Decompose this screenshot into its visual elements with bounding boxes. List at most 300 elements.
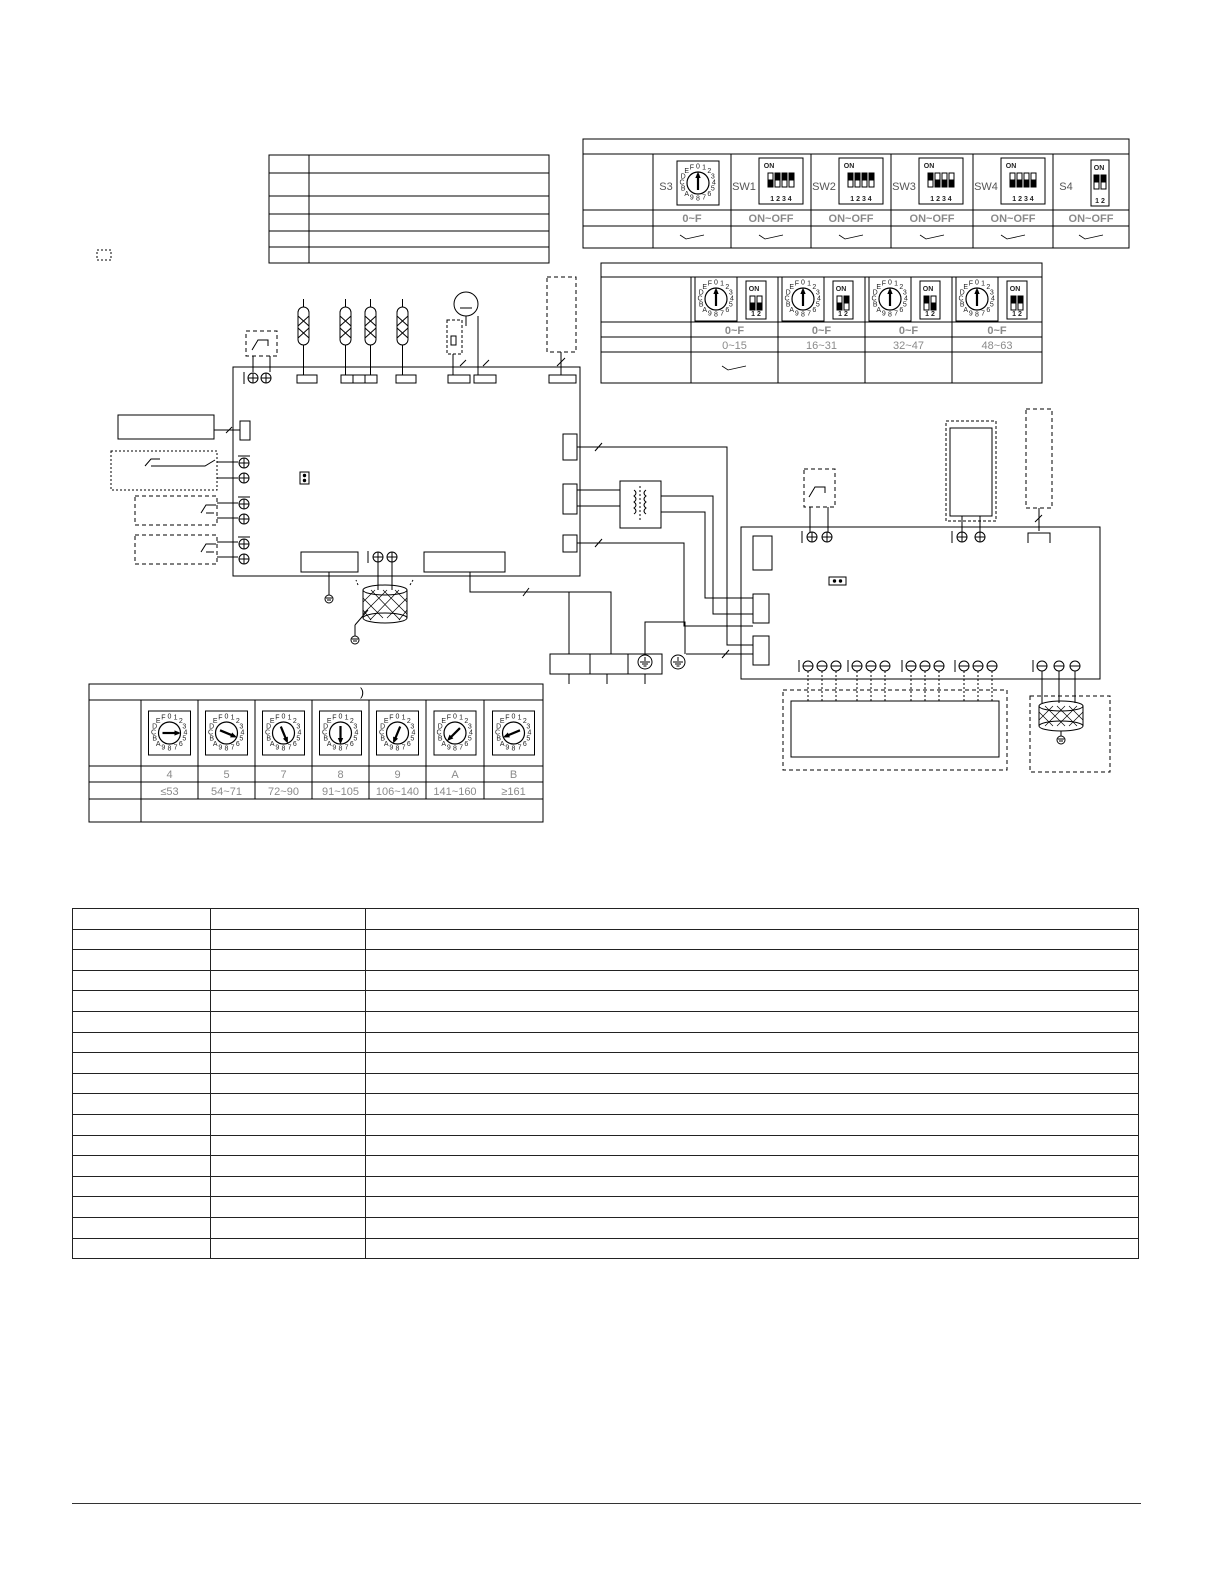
dial-char: 5 xyxy=(728,301,733,309)
switch-id-sw3: SW3 xyxy=(892,181,916,193)
dial-char: E xyxy=(155,718,161,726)
capacity-table-paren: ) xyxy=(360,685,364,699)
address-hex-range-1: 0~F xyxy=(724,325,745,337)
dial-char: A xyxy=(684,190,690,198)
dip-numbers: 1 2 3 4 xyxy=(850,196,872,203)
table-cell xyxy=(366,950,1139,971)
dial-char: 0 xyxy=(696,163,700,171)
dial-char: 9 xyxy=(707,310,712,318)
dashed-switch-top-left xyxy=(246,331,277,356)
dip-switch-sw2 xyxy=(839,158,883,204)
table-cell xyxy=(211,1032,366,1053)
left-module-box xyxy=(118,415,214,439)
dial-char: 9 xyxy=(794,310,799,318)
dial-char: D xyxy=(872,289,878,297)
dial-char: 6 xyxy=(986,306,991,314)
terminal-group-bottom xyxy=(368,551,397,563)
dial-char: 1 xyxy=(720,280,725,288)
dial-char: 2 xyxy=(522,718,527,726)
dial-char: 2 xyxy=(725,284,730,292)
dial-char: D xyxy=(437,723,443,731)
dial-char: B xyxy=(266,735,272,743)
dial-char: 7 xyxy=(344,744,349,752)
dial-char: 4 xyxy=(297,729,302,737)
table-row xyxy=(73,1032,1139,1053)
dial-char: 8 xyxy=(338,745,343,753)
pcb-connector-r3 xyxy=(563,535,577,552)
dial-char: F xyxy=(794,280,800,288)
table-cell xyxy=(211,1197,366,1218)
dashed-module-secondary xyxy=(1026,409,1052,508)
dial-char: 0 xyxy=(888,279,892,287)
dial-char: 6 xyxy=(899,306,904,314)
capacity-dial-a xyxy=(434,711,476,755)
switch-id-sw4: SW4 xyxy=(974,181,998,193)
capacity-code-5: 5 xyxy=(223,769,230,781)
table-cell xyxy=(73,1053,211,1074)
terminal-group-secondary-display xyxy=(952,531,985,543)
terminal-group-left xyxy=(238,456,250,564)
dial-char: 6 xyxy=(235,740,240,748)
dial-char: C xyxy=(321,729,328,737)
dashed-switch-secondary xyxy=(804,469,835,507)
dial-char: 2 xyxy=(178,718,183,726)
wired-controller-box xyxy=(791,701,999,757)
table-cell xyxy=(366,970,1139,991)
jumper-left xyxy=(300,472,309,484)
dial-char: 0 xyxy=(453,713,457,721)
dial-char: 5 xyxy=(239,735,244,743)
switch-settings-table xyxy=(583,139,1129,248)
capacity-code-a: A xyxy=(451,769,459,781)
dial-char: 0 xyxy=(395,713,400,721)
dial-char: 4 xyxy=(354,729,359,737)
dial-char: C xyxy=(697,295,703,303)
table-cell xyxy=(211,1135,366,1156)
dial-char: 2 xyxy=(292,718,297,726)
dial-char: F xyxy=(505,714,510,722)
dashed-switch-left-1 xyxy=(135,496,217,525)
dial-char: D xyxy=(323,723,329,731)
table-row xyxy=(73,1011,1139,1032)
dial-char: 5 xyxy=(989,301,994,309)
dial-char: 5 xyxy=(410,735,415,743)
dial-char: D xyxy=(785,289,791,297)
dial-char: D xyxy=(380,723,386,731)
dial-char: 0 xyxy=(224,713,229,721)
table-cell xyxy=(366,929,1139,950)
dip-on-label: ON xyxy=(1009,286,1021,293)
dial-char: B xyxy=(872,301,878,309)
dial-char: C xyxy=(679,179,685,187)
table-cell xyxy=(211,929,366,950)
dial-char: C xyxy=(264,729,271,737)
dial-char: 6 xyxy=(349,740,354,748)
table-cell xyxy=(73,1176,211,1197)
dial-char: E xyxy=(963,284,969,292)
pcb-connector-r2 xyxy=(563,484,577,514)
dial-char: D xyxy=(959,289,965,297)
dial-char: 3 xyxy=(989,289,994,297)
table-row xyxy=(73,1053,1139,1074)
dial-char: B xyxy=(209,735,215,743)
dip-switch-sw3 xyxy=(919,158,963,204)
dial-char: 2 xyxy=(349,718,354,726)
dial-char: 9 xyxy=(275,744,280,752)
dial-char: F xyxy=(968,280,974,288)
table-row xyxy=(73,1135,1139,1156)
capacity-range-7: 72~90 xyxy=(268,786,299,798)
dial-char: F xyxy=(881,280,887,288)
capacity-code-9: 9 xyxy=(394,769,401,781)
switch-range-s3: 0~F xyxy=(682,213,702,225)
dip-numbers: 1 2 xyxy=(751,311,761,318)
secondary-connector-1 xyxy=(753,536,772,570)
dial-char: 4 xyxy=(730,295,734,303)
dial-char: 4 xyxy=(904,295,908,303)
dial-char: 3 xyxy=(410,723,415,731)
dial-char: 0 xyxy=(511,713,516,721)
dial-char: D xyxy=(698,289,704,297)
table-row xyxy=(73,929,1139,950)
switch-id-sw2: SW2 xyxy=(812,181,836,193)
dip-on-label: ON xyxy=(1005,163,1017,170)
dial-char: 6 xyxy=(464,740,469,748)
dial-char: A xyxy=(702,306,708,314)
dial-char: 3 xyxy=(296,723,301,731)
table-cell xyxy=(211,970,366,991)
address-hex-range-4: 0~F xyxy=(987,325,1007,337)
dial-char: E xyxy=(212,718,218,726)
dial-char: F xyxy=(707,280,713,288)
table-cell xyxy=(211,1011,366,1032)
dial-char: 6 xyxy=(522,740,527,748)
table-cell xyxy=(73,1135,211,1156)
capacity-code-4: 4 xyxy=(166,769,173,781)
table-cell xyxy=(73,929,211,950)
table-cell xyxy=(73,1197,211,1218)
capacity-range-8: 91~105 xyxy=(321,786,360,798)
table-cell xyxy=(73,1094,211,1115)
dial-char: 5 xyxy=(182,735,187,743)
address-dial-2 xyxy=(782,277,824,321)
dip-numbers: 1 2 xyxy=(1095,198,1105,205)
dial-char: 5 xyxy=(526,735,531,743)
dial-char: E xyxy=(383,718,389,726)
dial-char: 3 xyxy=(728,289,733,297)
table-cell xyxy=(366,1011,1139,1032)
dotted-float-switch xyxy=(111,451,217,490)
dial-char: 3 xyxy=(710,173,715,181)
connector-secondary-top-right xyxy=(1028,533,1050,543)
dial-char: D xyxy=(209,723,215,731)
dial-char: 8 xyxy=(167,745,172,753)
dial-char: 7 xyxy=(459,744,464,752)
table-cell xyxy=(211,1156,366,1177)
dial-char: 0 xyxy=(801,279,805,287)
table-cell xyxy=(366,909,1139,930)
shielded-cable-right xyxy=(1039,701,1083,744)
table-cell xyxy=(211,909,366,930)
table-cell xyxy=(73,1073,211,1094)
dashed-wired-controller xyxy=(783,690,1007,770)
address-range-1: 0~15 xyxy=(722,340,747,352)
thermistor-sensors xyxy=(297,299,416,383)
dashed-module-top xyxy=(547,277,576,352)
dial-char: B xyxy=(698,301,704,309)
dial-char: 7 xyxy=(720,310,725,318)
dial-char: E xyxy=(789,284,795,292)
dial-char: D xyxy=(496,723,502,731)
capacity-range-5: 54~71 xyxy=(211,786,242,798)
dial-char: 9 xyxy=(332,744,337,752)
dial-char: 8 xyxy=(224,745,229,753)
dial-char: B xyxy=(323,735,329,743)
dial-char: F xyxy=(332,714,337,722)
dial-char: 6 xyxy=(292,740,297,748)
table-cell xyxy=(73,1238,211,1259)
dial-char: 7 xyxy=(807,310,812,318)
terminal-group-secondary-top xyxy=(802,531,832,543)
address-hex-range-2: 0~F xyxy=(811,325,832,337)
capacity-code-b: B xyxy=(509,769,518,781)
dial-char: 7 xyxy=(894,310,899,318)
dial-char: 3 xyxy=(353,723,358,731)
table-cell xyxy=(73,991,211,1012)
table-row xyxy=(73,1073,1139,1094)
terminal-group-secondary-bottom xyxy=(799,660,1080,703)
dial-char: E xyxy=(684,168,690,176)
capacity-dial-4 xyxy=(149,711,191,755)
table-cell xyxy=(366,1094,1139,1115)
jumper-secondary xyxy=(829,577,846,585)
capacity-range-b: ≥161 xyxy=(501,786,526,798)
dial-char: 8 xyxy=(975,311,979,319)
capacity-settings-table xyxy=(89,684,543,822)
switch-range-sw3: ON~OFF xyxy=(909,213,955,225)
dip-on-label: ON xyxy=(835,286,847,293)
capacity-code-8: 8 xyxy=(337,769,344,781)
dial-char: 5 xyxy=(467,735,472,743)
dial-char: 0 xyxy=(338,713,343,721)
dial-char: 0 xyxy=(167,713,172,721)
dial-char: 6 xyxy=(812,306,817,314)
dial-char: C xyxy=(494,729,501,737)
dial-char: 9 xyxy=(689,194,694,202)
table-row xyxy=(73,1114,1139,1135)
dial-char: F xyxy=(389,714,394,722)
dial-char: 2 xyxy=(812,284,817,292)
switch-range-sw1: ON~OFF xyxy=(748,213,794,225)
dial-char: 0 xyxy=(714,279,718,287)
dial-char: 8 xyxy=(801,311,805,319)
dial-char: 5 xyxy=(710,185,715,193)
address-dial-4 xyxy=(956,277,998,321)
dip-on-label: ON xyxy=(748,286,760,293)
dial-char: A xyxy=(383,740,389,748)
dial-char: 2 xyxy=(464,718,469,726)
main-pcb xyxy=(233,367,580,576)
dial-char: 4 xyxy=(712,179,716,187)
dial-char: A xyxy=(499,740,505,748)
table-cell xyxy=(73,1114,211,1135)
dial-char: E xyxy=(702,284,708,292)
dashed-display-module xyxy=(946,421,996,521)
secondary-connector-2 xyxy=(753,594,769,623)
address-range-3: 32~47 xyxy=(893,340,924,352)
dial-char: 1 xyxy=(230,714,235,722)
table-row xyxy=(73,991,1139,1012)
table-cell xyxy=(366,1176,1139,1197)
table-cell xyxy=(211,991,366,1012)
table-cell xyxy=(73,1032,211,1053)
dial-char: A xyxy=(326,740,332,748)
wiring xyxy=(470,443,753,658)
table-cell xyxy=(211,1053,366,1074)
dashed-legend-marker xyxy=(97,250,111,260)
capacity-dial-9 xyxy=(377,711,419,755)
dial-char: B xyxy=(959,301,965,309)
dip-numbers: 1 2 xyxy=(925,311,935,318)
table-cell xyxy=(73,1156,211,1177)
table-row xyxy=(73,1156,1139,1177)
dial-char: 2 xyxy=(235,718,240,726)
address-dip-2 xyxy=(833,281,853,319)
capacity-code-7: 7 xyxy=(280,769,287,781)
dial-char: 8 xyxy=(714,311,718,319)
dial-char: 7 xyxy=(517,744,522,752)
dial-char: 3 xyxy=(902,289,907,297)
terminal-group-top-left xyxy=(244,372,271,384)
dial-char: F xyxy=(161,714,166,722)
dial-char: 3 xyxy=(467,723,472,731)
dial-char: 7 xyxy=(230,744,235,752)
dial-char: 9 xyxy=(446,744,451,752)
dial-char: C xyxy=(958,295,964,303)
table-row xyxy=(73,1176,1139,1197)
dial-char: 1 xyxy=(807,280,812,288)
dial-char: 8 xyxy=(395,745,400,753)
dial-char: E xyxy=(499,718,505,726)
dial-char: E xyxy=(441,718,447,726)
dial-char: 9 xyxy=(881,310,886,318)
dashed-switch-left-2 xyxy=(135,535,217,564)
dial-char: E xyxy=(876,284,882,292)
dial-char: 4 xyxy=(469,729,473,737)
dial-char: 4 xyxy=(183,729,188,737)
dial-char: 4 xyxy=(411,729,416,737)
secondary-connector-3 xyxy=(753,636,769,665)
dial-char: A xyxy=(269,740,275,748)
dial-char: 0 xyxy=(281,713,286,721)
dial-char: D xyxy=(266,723,272,731)
pcb-bottom-connector-right xyxy=(424,552,505,572)
dial-char: C xyxy=(784,295,790,303)
dip-on-label: ON xyxy=(843,163,855,170)
dial-char: B xyxy=(152,735,158,743)
dial-char: 9 xyxy=(389,744,394,752)
table-cell xyxy=(211,1217,366,1238)
dial-char: 3 xyxy=(239,723,244,731)
dial-char: 7 xyxy=(401,744,406,752)
dial-char: B xyxy=(496,735,502,743)
table-row xyxy=(73,1217,1139,1238)
address-hex-range-3: 0~F xyxy=(898,325,919,337)
dial-char: 1 xyxy=(894,280,899,288)
dial-char: 2 xyxy=(899,284,904,292)
address-range-2: 16~31 xyxy=(806,340,837,352)
table-row xyxy=(73,1094,1139,1115)
dial-char: 6 xyxy=(707,190,712,198)
table-cell xyxy=(366,1197,1139,1218)
table-row xyxy=(73,909,1139,930)
pcb-bottom-connector-left xyxy=(301,552,358,572)
switch-range-sw4: ON~OFF xyxy=(990,213,1036,225)
dial-char: A xyxy=(963,306,969,314)
ground-symbol-1 xyxy=(325,595,333,603)
dial-char: 8 xyxy=(453,745,457,753)
dial-char: 3 xyxy=(526,723,531,731)
transformer xyxy=(620,481,661,528)
dial-char: 6 xyxy=(406,740,411,748)
capacity-dial-5 xyxy=(206,711,248,755)
table-cell xyxy=(73,1011,211,1032)
table-cell xyxy=(366,1156,1139,1177)
dial-char: 7 xyxy=(287,744,292,752)
dial-char: 8 xyxy=(281,745,286,753)
switch-range-s4: ON~OFF xyxy=(1068,213,1114,225)
rotary-switch-s3 xyxy=(677,161,719,205)
dial-char: A xyxy=(876,306,882,314)
table-cell xyxy=(211,1238,366,1259)
switch-range-sw2: ON~OFF xyxy=(828,213,874,225)
dial-char: 7 xyxy=(981,310,986,318)
dip-on-label: ON xyxy=(763,163,775,170)
switch-id-s3: S3 xyxy=(659,181,673,193)
dial-char: 1 xyxy=(401,714,406,722)
dial-char: 1 xyxy=(287,714,292,722)
dial-char: 3 xyxy=(182,723,187,731)
dip-on-label: ON xyxy=(922,286,934,293)
capacity-range-a: 141~160 xyxy=(433,786,477,798)
legend-table xyxy=(72,908,1139,1259)
table-cell xyxy=(366,1053,1139,1074)
dial-char: 1 xyxy=(981,280,986,288)
dip-switch-s4 xyxy=(1091,160,1109,206)
dial-char: D xyxy=(152,723,158,731)
table-row xyxy=(73,970,1139,991)
address-dial-1 xyxy=(695,277,737,321)
table-row xyxy=(73,950,1139,971)
dial-char: F xyxy=(275,714,280,722)
dial-char: C xyxy=(207,729,214,737)
table-cell xyxy=(366,1114,1139,1135)
dip-on-label: ON xyxy=(1093,165,1105,172)
dial-char: E xyxy=(326,718,332,726)
capacity-range-9: 106~140 xyxy=(375,786,420,798)
dial-char: 7 xyxy=(173,744,178,752)
footer-rule xyxy=(72,1503,1141,1504)
dip-numbers: 1 2 3 4 xyxy=(770,196,792,203)
dial-char: A xyxy=(789,306,795,314)
dial-char: 5 xyxy=(902,301,907,309)
dial-char: F xyxy=(218,714,223,722)
dial-char: 8 xyxy=(511,745,516,753)
dial-char: 9 xyxy=(161,744,166,752)
dial-char: C xyxy=(871,295,877,303)
left-connector xyxy=(240,421,250,440)
address-range-4: 48~63 xyxy=(981,340,1013,352)
